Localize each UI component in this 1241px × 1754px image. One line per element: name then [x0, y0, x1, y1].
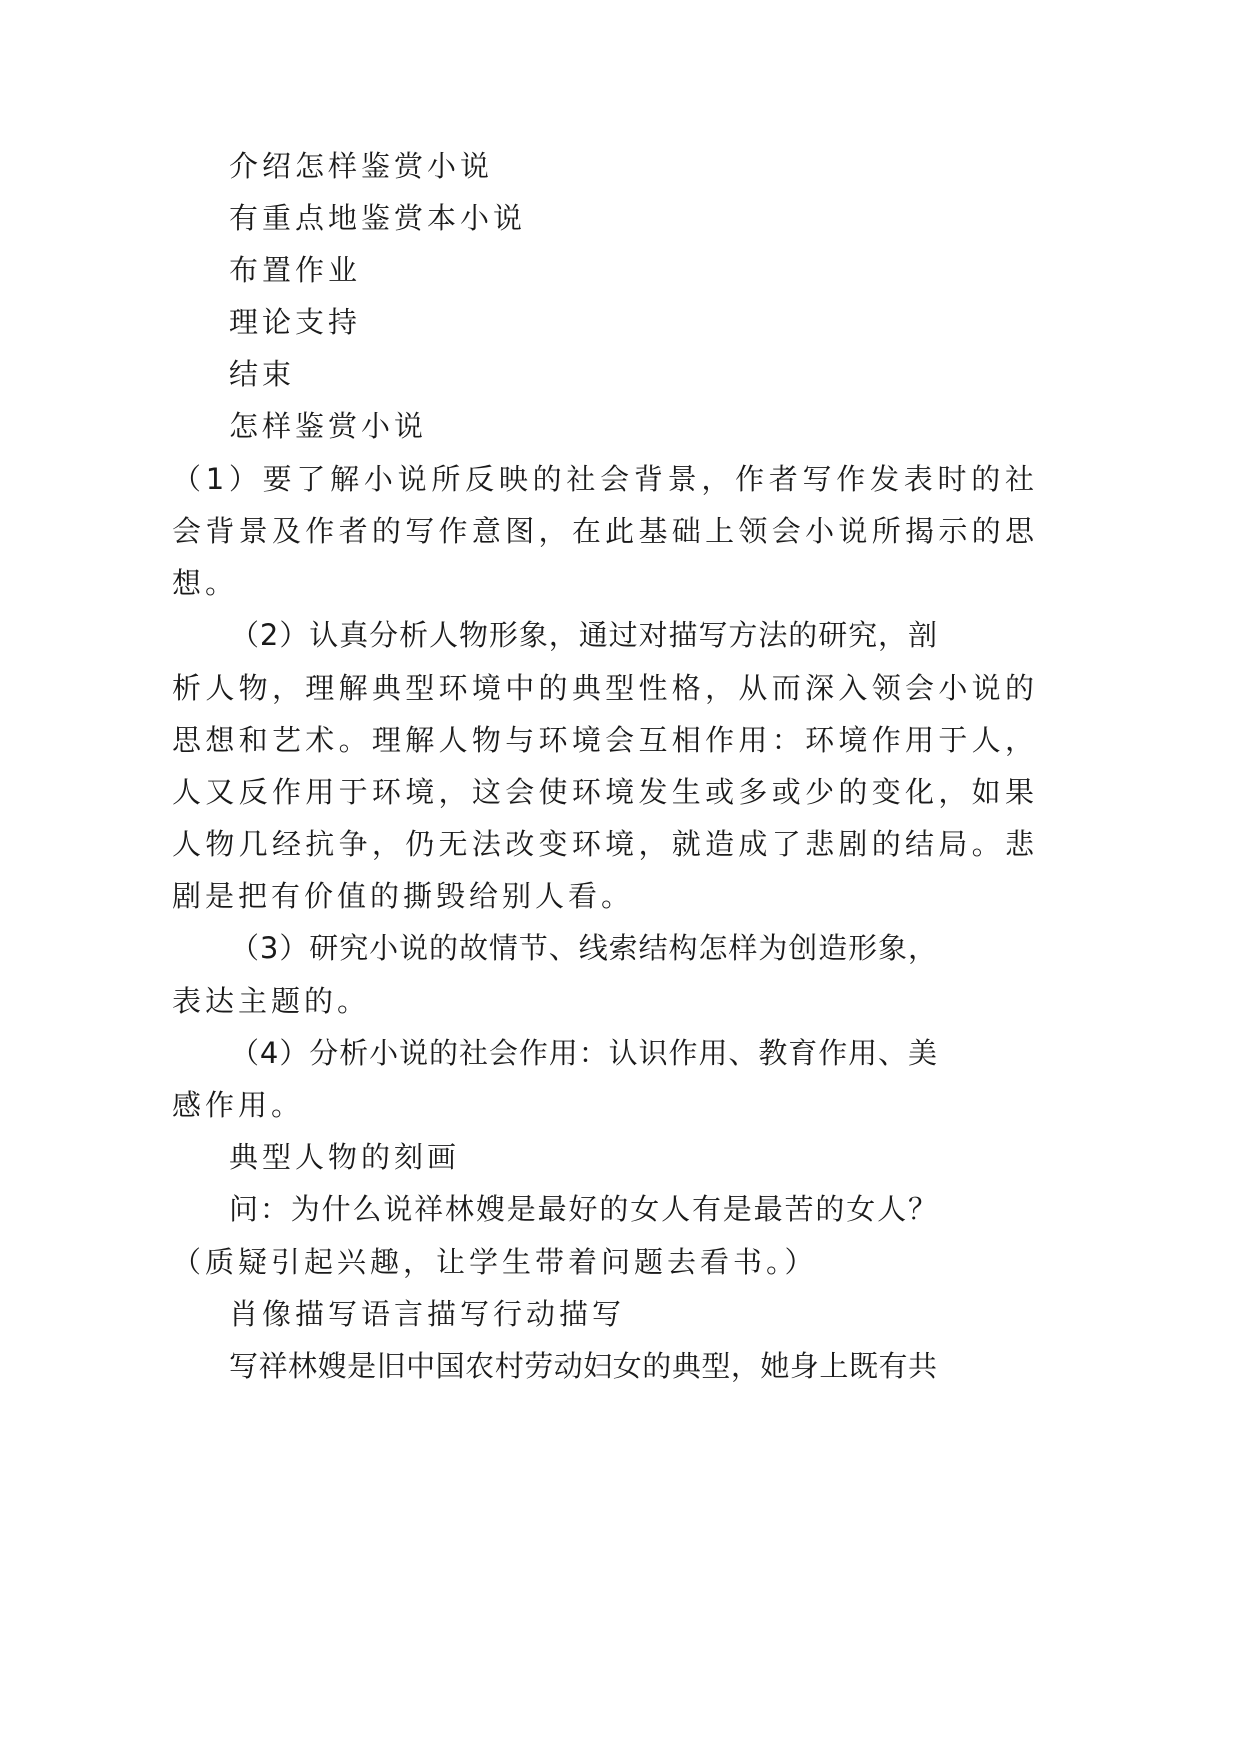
character-note: （质疑引起兴趣，让学生带着问题去看书。）	[172, 1245, 818, 1279]
outline-item-5: 结束	[229, 357, 296, 391]
method-4-line-1: （4）分析小说的社会作用：认识作用、教育作用、美	[230, 1036, 937, 1070]
method-2-line-4: 人又反作用于环境，这会使环境发生或多或少的变化，如果	[172, 775, 1034, 809]
outline-item-1: 介绍怎样鉴赏小说	[229, 149, 494, 183]
method-2-line-3: 思想和艺术。理解人物与环境会互相作用：环境作用于人，	[172, 723, 1034, 757]
character-last-line: 写祥林嫂是旧中国农村劳动妇女的典型，她身上既有共	[229, 1349, 937, 1383]
method-2-line-5: 人物几经抗争，仍无法改变环境，就造成了悲剧的结局。悲	[172, 827, 1034, 861]
method-1-line-3: 想。	[172, 566, 239, 600]
character-heading: 典型人物的刻画	[229, 1140, 461, 1174]
method-1-line-1: （1）要了解小说所反映的社会背景，作者写作发表时的社	[172, 462, 1034, 496]
method-3-line-2: 表达主题的。	[172, 984, 371, 1018]
method-4-line-2: 感作用。	[172, 1088, 305, 1122]
character-techniques: 肖像描写语言描写行动描写	[229, 1297, 626, 1331]
method-1-line-2: 会背景及作者的写作意图，在此基础上领会小说所揭示的思	[172, 514, 1034, 548]
method-2-line-6: 剧是把有价值的撕毁给别人看。	[172, 879, 635, 913]
outline-item-4: 理论支持	[229, 305, 362, 339]
method-2-line-1: （2）认真分析人物形象，通过对描写方法的研究，剖	[230, 618, 937, 652]
method-2-line-2: 析人物，理解典型环境中的典型性格，从而深入领会小说的	[172, 671, 1034, 705]
character-question: 问：为什么说祥林嫂是最好的女人有是最苦的女人？	[229, 1192, 937, 1226]
outline-item-3: 布置作业	[229, 253, 362, 287]
section-heading-how-to-appreciate: 怎样鉴赏小说	[229, 409, 428, 443]
outline-item-2: 有重点地鉴赏本小说	[229, 201, 527, 235]
method-3-line-1: （3）研究小说的故情节、线索结构怎样为创造形象，	[230, 931, 937, 965]
